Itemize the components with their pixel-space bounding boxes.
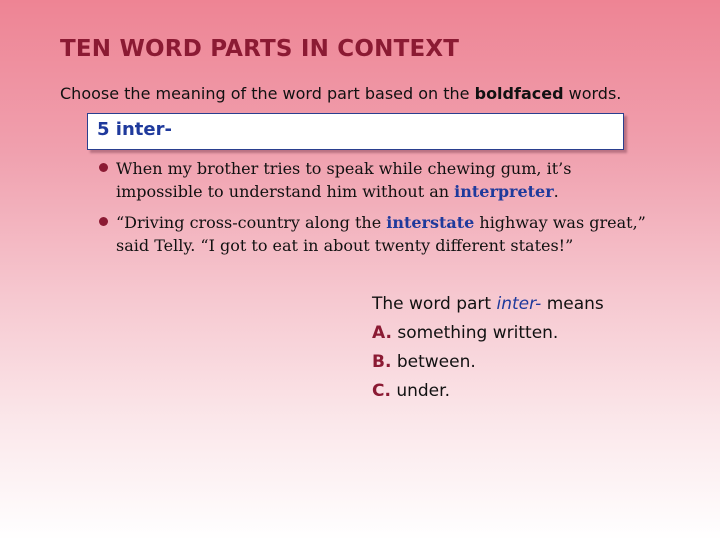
page-title: TEN WORD PARTS IN CONTEXT: [60, 36, 460, 62]
question-stem: [372, 290, 604, 319]
example-sentences: [97, 157, 657, 265]
sentence-1-post: .: [553, 182, 559, 201]
example-sentence-2: [97, 211, 657, 257]
stem-post: means: [541, 294, 604, 314]
option-c-text: under.: [390, 381, 450, 401]
bullet-icon: [99, 217, 108, 226]
option-b-text: between.: [391, 352, 476, 372]
question-block: [372, 290, 604, 406]
answer-option-c[interactable]: [372, 377, 604, 406]
instruction-bold: boldfaced: [474, 84, 564, 103]
instruction-post: words.: [563, 84, 622, 103]
answer-option-a[interactable]: [372, 319, 604, 348]
stem-pre: The word part: [372, 294, 497, 314]
example-sentence-1: [97, 157, 657, 203]
option-a-text: something written.: [391, 323, 559, 343]
option-c-letter: C.: [372, 381, 391, 401]
stem-word-part: inter-: [496, 294, 542, 314]
word-part-box: [87, 113, 624, 150]
option-b-letter: B.: [372, 352, 392, 372]
sentence-2-bold: interstate: [386, 213, 475, 232]
bullet-icon: [99, 163, 108, 172]
instruction-text: [60, 84, 621, 103]
sentence-2-post: highway was great,” said Telly. “I got to eat in about twenty different states!”: [116, 213, 646, 255]
sentence-2-pre: “Driving cross-country along the: [116, 213, 387, 232]
answer-option-b[interactable]: [372, 348, 604, 377]
sentence-1-bold: interpreter: [454, 182, 554, 201]
sentence-1-pre: When my brother tries to speak while chewing gum, it’s impossible to understand him without an: [116, 159, 572, 201]
instruction-pre: Choose the meaning of the word part based on the: [60, 84, 475, 103]
word-part-label: 5 inter-: [97, 119, 172, 140]
option-a-letter: A.: [372, 323, 392, 343]
